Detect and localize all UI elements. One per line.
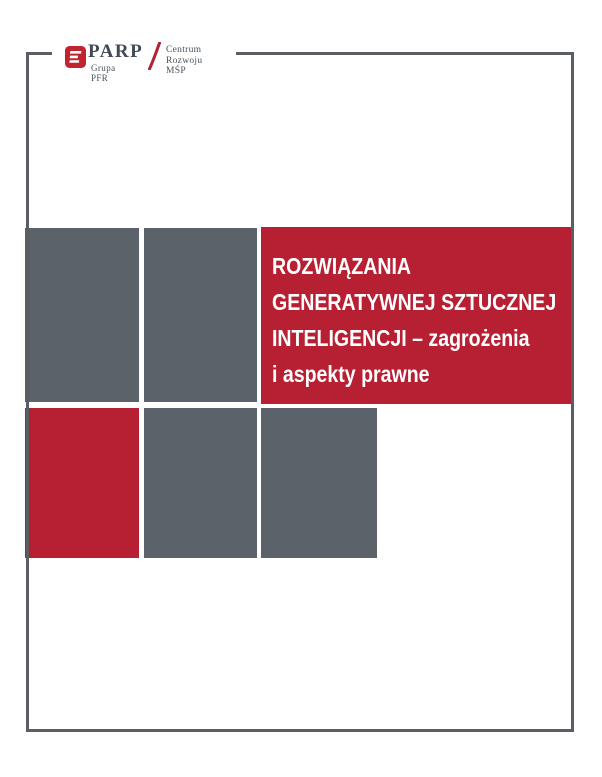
title-banner: [261, 227, 574, 404]
decor-block-gray-4: [261, 408, 377, 558]
cover-title: [272, 248, 556, 392]
slash-divider-icon: [147, 42, 162, 70]
cover-title-line-2: GENERATYWNEJ SZTUCZNEJ: [272, 289, 557, 315]
cover-title-line-1: ROZWIĄZANIA: [272, 253, 412, 279]
parp-flag-icon: [65, 46, 86, 68]
decor-block-red: [25, 408, 139, 558]
unit-line-1: Centrum: [166, 45, 202, 55]
cover-title-line-4: i aspekty prawne: [272, 361, 430, 387]
grupa-pfr-label: Grupa PFR: [91, 63, 116, 83]
cover-title-line-3: INTELIGENCJI – zagrożenia: [272, 325, 530, 351]
decor-block-gray-3: [144, 408, 257, 558]
centrum-rozwoju-msp-label: [166, 45, 202, 77]
decor-block-gray-1: [25, 228, 139, 402]
unit-line-2: Rozwoju MŚP: [166, 55, 203, 76]
parp-wordmark: PARP: [88, 41, 144, 62]
decor-block-gray-2: [144, 228, 257, 402]
